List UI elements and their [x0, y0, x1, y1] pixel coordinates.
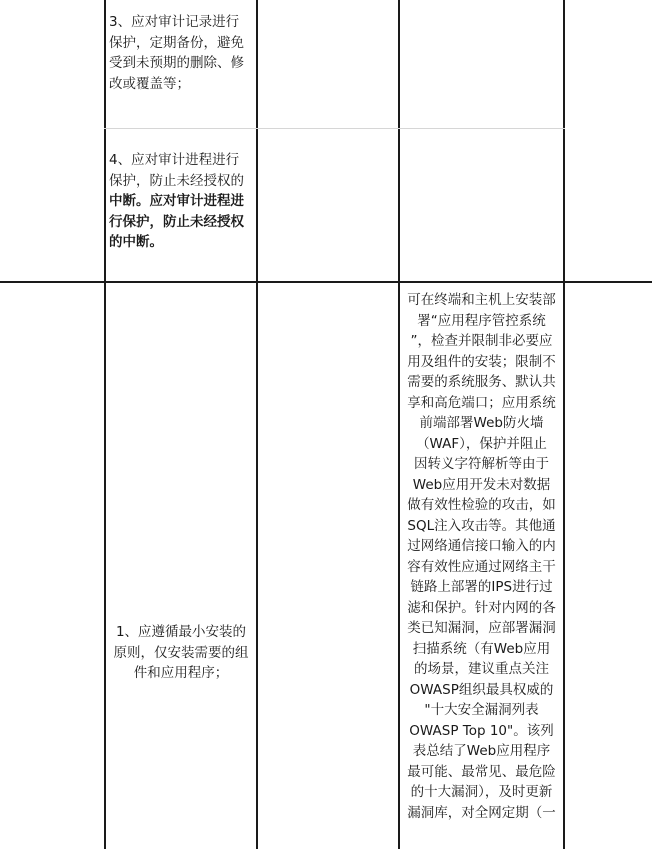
text-line: 原则，仅安装需要的组: [113, 644, 249, 661]
text-line: 的十大漏洞），及时更新: [410, 784, 553, 800]
text-line: 漏洞库，对全网定期（一: [407, 804, 556, 821]
text-line: 署“应用程序管控系统: [417, 312, 546, 329]
text-line: 前端部署Web防火墙: [419, 415, 544, 431]
text-line: 件和应用程序；: [133, 665, 229, 681]
audit-record-protection-cell: [109, 12, 257, 94]
text-line: 做有效性检验的攻击，如: [407, 497, 556, 513]
row-divider-light: [104, 128, 565, 129]
text-line: 享和高危端口；应用系统: [407, 394, 556, 411]
text-line: 滤和保护。针对内网的各: [407, 599, 556, 616]
text-line: 可在终端和主机上安装部: [407, 292, 556, 308]
text-line: 过网络通信接口输入的内: [407, 538, 556, 554]
text-line: 4、应对审计进程进行: [109, 152, 240, 168]
text-line: 1、应遵循最小安装的: [115, 624, 247, 640]
text-line: 改或覆盖等；: [109, 75, 190, 92]
minimal-install-measure-cell: [398, 290, 565, 823]
text-line: 最可能、最常见、最危险: [407, 763, 556, 780]
text-line: 容有效性应通过网络主干: [407, 558, 556, 575]
text-line: 需要的系统服务、默认共: [407, 374, 556, 390]
text-line: 保护，防止未经授权的: [109, 172, 244, 189]
text-line: 类已知漏洞，应部署漏洞: [407, 620, 556, 636]
text-line: OWASP Top 10"。该列: [409, 722, 554, 739]
text-line: 用及组件的安装；限制不: [407, 353, 556, 370]
text-line: 扫描系统（有Web应用: [412, 640, 551, 657]
text-line: Web应用开发未对数据: [412, 476, 551, 493]
text-line: ”，检查并限制非必要应: [410, 333, 553, 349]
text-line: 的中断。: [109, 234, 163, 250]
text-line: 受到未预期的删除、修: [109, 55, 244, 71]
text-line: 链路上部署的IPS进行过: [410, 579, 553, 595]
text-line: 保护，定期备份，避免: [109, 34, 244, 51]
text-line: OWASP组织最具权威的: [409, 681, 554, 698]
text-line: SQL注入攻击等。其他通: [407, 517, 556, 534]
text-line: 中断。应对审计进程进: [109, 193, 244, 209]
text-line: 表总结了Web应用程序: [412, 743, 551, 759]
text-line: "十大安全漏洞列表: [424, 702, 539, 718]
row-divider: [0, 281, 652, 283]
text-line: （WAF），保护并阻止: [416, 435, 547, 452]
text-line: 的场景，建议重点关注: [414, 661, 549, 677]
text-line: 因转义字符解析等由于: [414, 456, 549, 472]
minimal-install-requirement-cell: [106, 622, 256, 684]
text-line: 3、应对审计记录进行: [109, 14, 240, 30]
text-line: 行保护，防止未经授权: [109, 213, 244, 230]
audit-process-protection-cell: [109, 150, 257, 253]
